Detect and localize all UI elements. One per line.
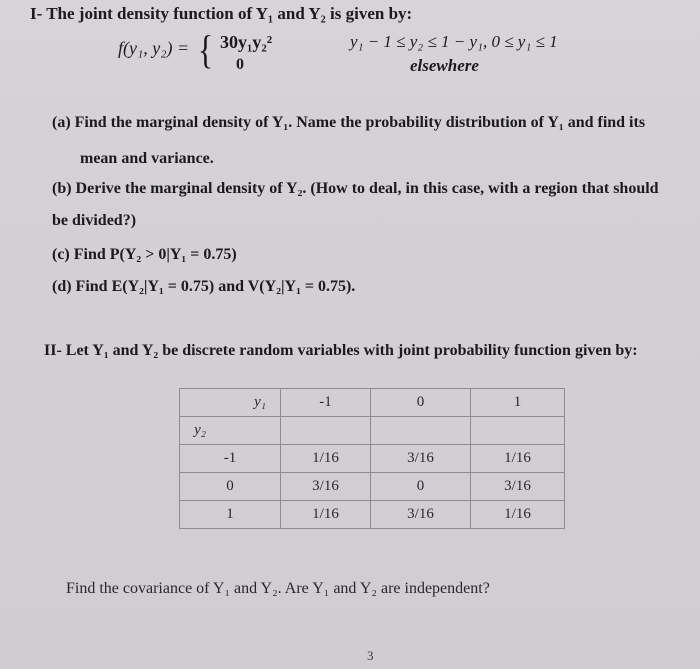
- column-header: -1: [281, 389, 371, 417]
- table-cell: 1/16: [281, 445, 371, 473]
- table-cell: 1/16: [281, 501, 371, 529]
- case-2-expression: 0: [236, 56, 244, 73]
- table-cell: 3/16: [281, 473, 371, 501]
- part-b-line-2: be divided?): [52, 212, 137, 229]
- density-function-lhs: f(y₁, y₂) =: [118, 38, 190, 58]
- y2-label-cell: [180, 417, 281, 445]
- empty-cell: [471, 417, 565, 445]
- row-label: -1: [180, 445, 281, 473]
- row-label: 0: [180, 473, 281, 501]
- part-b-line-1: (b) Derive the marginal density of Y₂. (How to deal, in this case, with a region that should: [52, 180, 659, 197]
- case-1-condition: y₁ − 1 ≤ y₂ ≤ 1 − y₁, 0 ≤ y₁ ≤ 1: [350, 32, 558, 51]
- case-2-condition: elsewhere: [410, 56, 479, 75]
- empty-cell: [281, 417, 371, 445]
- y1-label-cell: [180, 389, 281, 417]
- part-d: (d) Find E(Y₂|Y₁ = 0.75) and V(Y₂|Y₁ = 0.75).: [52, 278, 356, 295]
- column-header: 1: [471, 389, 565, 417]
- y1-label: y₁: [254, 394, 266, 410]
- table-cell: 3/16: [371, 501, 471, 529]
- y2-label-row: [180, 417, 565, 445]
- part-a-line-2: mean and variance.: [80, 150, 214, 167]
- table-cell: 3/16: [471, 473, 565, 501]
- table-row: [180, 445, 565, 473]
- table-row: [180, 501, 565, 529]
- question-1-title: I- The joint density function of Y₁ and Y₂ is given by:: [30, 4, 413, 23]
- part-c: (c) Find P(Y₂ > 0|Y₁ = 0.75): [52, 246, 237, 263]
- empty-cell: [371, 417, 471, 445]
- y2-label: y₂: [194, 422, 206, 438]
- joint-probability-table: [179, 388, 565, 529]
- table-cell: 3/16: [371, 445, 471, 473]
- column-header: 0: [371, 389, 471, 417]
- case-1-expression: 30y₁y₂²: [220, 32, 273, 52]
- table-row: [180, 473, 565, 501]
- page-number: 3: [367, 648, 374, 663]
- question-2-title: II- Let Y₁ and Y₂ be discrete random variables with joint probability function given by:: [44, 342, 638, 359]
- table-cell: 0: [371, 473, 471, 501]
- piecewise-brace: {: [197, 27, 214, 72]
- table-header-row: [180, 389, 565, 417]
- table-cell: 1/16: [471, 501, 565, 529]
- row-label: 1: [180, 501, 281, 529]
- part-a-line-1: (a) Find the marginal density of Y₁. Name the probability distribution of Y₁ and find its: [52, 114, 646, 131]
- table-cell: 1/16: [471, 445, 565, 473]
- covariance-question: Find the covariance of Y₁ and Y₂. Are Y₁ and Y₂ are independent?: [66, 580, 490, 597]
